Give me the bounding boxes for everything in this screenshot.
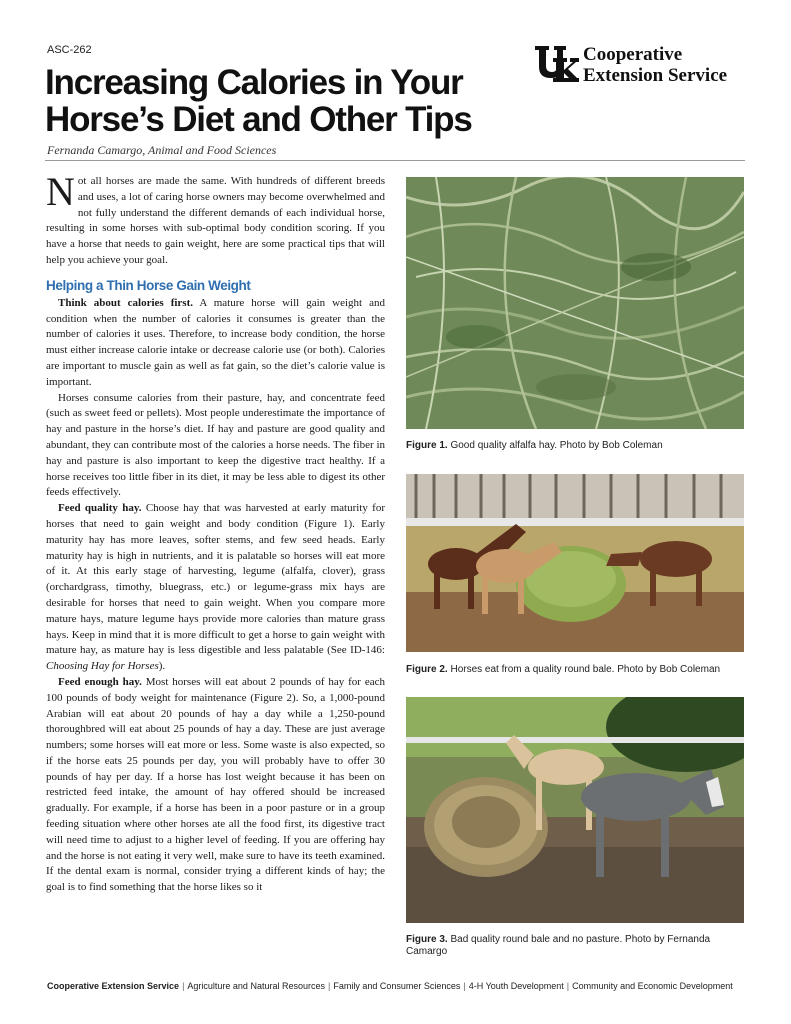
intro-text: ot all horses are made the same. With hundreds of different breeds and uses, a lot of caring horse owners may become overwhelmed and not fully understand the different demands of each individual horse, resulting in some horses with sub-optimal body condition scoring. If you have a horse that needs to gain weight, here are some practical tips that will help you achieve your goal.	[46, 175, 385, 266]
footer-program: Family and Consumer Sciences	[333, 981, 461, 991]
paragraph-sources	[46, 391, 385, 502]
footer-program: 4-H Youth Development	[468, 981, 564, 991]
caption-text: Bad quality round bale and no pasture. Photo by Fernanda Camargo	[406, 934, 711, 957]
footer-brand: Cooperative Extension Service	[47, 981, 180, 991]
caption-text: Horses eat from a quality round bale. Photo by Bob Coleman	[447, 664, 721, 675]
figure-label: Figure 1.	[406, 440, 448, 451]
figure-1-photo	[406, 177, 744, 429]
figure-2-caption	[406, 664, 746, 676]
author-line: Fernanda Camargo, Animal and Food Sciences	[47, 143, 277, 157]
paragraph-enough-hay	[46, 675, 385, 896]
header-divider	[45, 160, 745, 161]
uk-extension-logo	[533, 44, 753, 86]
paragraph-lead: Feed enough hay.	[58, 675, 142, 688]
intro-paragraph	[46, 174, 385, 269]
page-footer: Cooperative Extension Service | Agriculture and Natural Resources | Family and Consumer Sciences | 4-H Youth Development | Community and Economic Development	[47, 981, 733, 991]
section-heading: Helping a Thin Horse Gain Weight	[46, 277, 251, 293]
page-title: Increasing Calories in Your Horse’s Diet and Other Tips	[45, 63, 472, 139]
body-text-column	[46, 174, 385, 964]
footer-program: Agriculture and Natural Resources	[187, 981, 325, 991]
paragraph-text-end: ).	[158, 660, 166, 673]
figure-label: Figure 2.	[406, 664, 448, 675]
paragraph-text: A mature horse will gain weight and condition when the number of calories it consumes is greater than the number of calories it uses. Therefore, to increase body condition, the horse must either increase calorie intake or decrease calorie use (or both). Calories are important to muscle gain as well as fat gain, so the diet’s calorie value is important.	[46, 296, 385, 388]
paragraph-quality-hay	[46, 501, 385, 675]
hay-photo-image	[406, 177, 744, 429]
paragraph-calories	[46, 296, 385, 391]
caption-text: Good quality alfalfa hay. Photo by Bob Coleman	[447, 440, 663, 451]
paragraph-lead: Feed quality hay.	[58, 502, 142, 515]
paragraph-text: Choose hay that was harvested at early maturity for horses that need to gain weight and body condition (Figure 1). Early maturity hay has more leaves, softer stems, and few seed heads. Early maturity hay is high in nutrients, and it is palatable so horses will eat more of it. At this early stage of harvesting, legume (alfalfa, clover), grass (orchardgrass, timothy, bluegrass, etc.) or legume-grass mix hays are desirable for horses that need to gain weight. When you compare more mature hays, mature legume hays provide more calories than mature grass hays. Keep in mind that it is more difficult to get a horse to gain weight with mature hay, as mature hay is less digestible and less palatable (See ID-146:	[46, 502, 385, 657]
reference-title: Choosing Hay for Horses	[46, 660, 159, 673]
logo-line-2: Extension Service	[583, 65, 728, 86]
paragraph-lead: Think about calories first.	[58, 296, 193, 309]
figure-label: Figure 3.	[406, 934, 448, 945]
paragraph-text: Horses consume calories from their pasture, hay, and concentrate feed (such as sweet feed or pellets). Most people underestimate the importance of hay and pasture in the horse’s diet. If hay and pasture are good quality and abundant, they can contribute most of the calories a horse needs. The fiber in hay and pasture is also important to keep the digestive tract healthy. If a horse receives too little fiber in its diet, it may be less able to digest its other feeds effectively.	[46, 391, 385, 499]
figure-1-caption	[406, 440, 746, 452]
bad-bale-photo-image	[406, 697, 744, 923]
paragraph-text: Most horses will eat about 2 pounds of hay for each 100 pounds of body weight for maintenance (Figure 2). So, a 1,000-pound Arabian will eat about 20 pounds of hay a day while a 1,250-pound thoroughbred will eat about 25 pounds of hay a day. These are just average numbers; some horses will eat more or less. Some waste is also expected, so if the horse eats 25 pounds per day, you will probably have to offer 30 pounds of hay per day. If a horse has lost weight because it has been on restricted feed intake, the amount of hay offered should be increased gradually. For example, if a horse has been in a poor pasture or in a group feeding situation where other horses ate all the food first, its digestive tract will need time to adjust to a higher level of feeding. If you are offering hay and the horse is not eating it very well, make sure to have its teeth examined. If the dental exam is normal, consider trying a different kinds of hay; the goal is to find something that the horse likes so it	[46, 675, 385, 894]
logo-line-1: Cooperative	[583, 44, 683, 65]
drop-cap: N	[46, 174, 75, 214]
figure-2-photo	[406, 474, 744, 652]
figure-3-caption	[406, 934, 746, 958]
horses-bale-photo-image	[406, 474, 744, 652]
footer-program: Community and Economic Development	[572, 981, 733, 991]
logo-wordmark	[583, 44, 727, 86]
figure-3-photo	[406, 697, 744, 923]
publication-id: ASC-262	[47, 44, 92, 56]
